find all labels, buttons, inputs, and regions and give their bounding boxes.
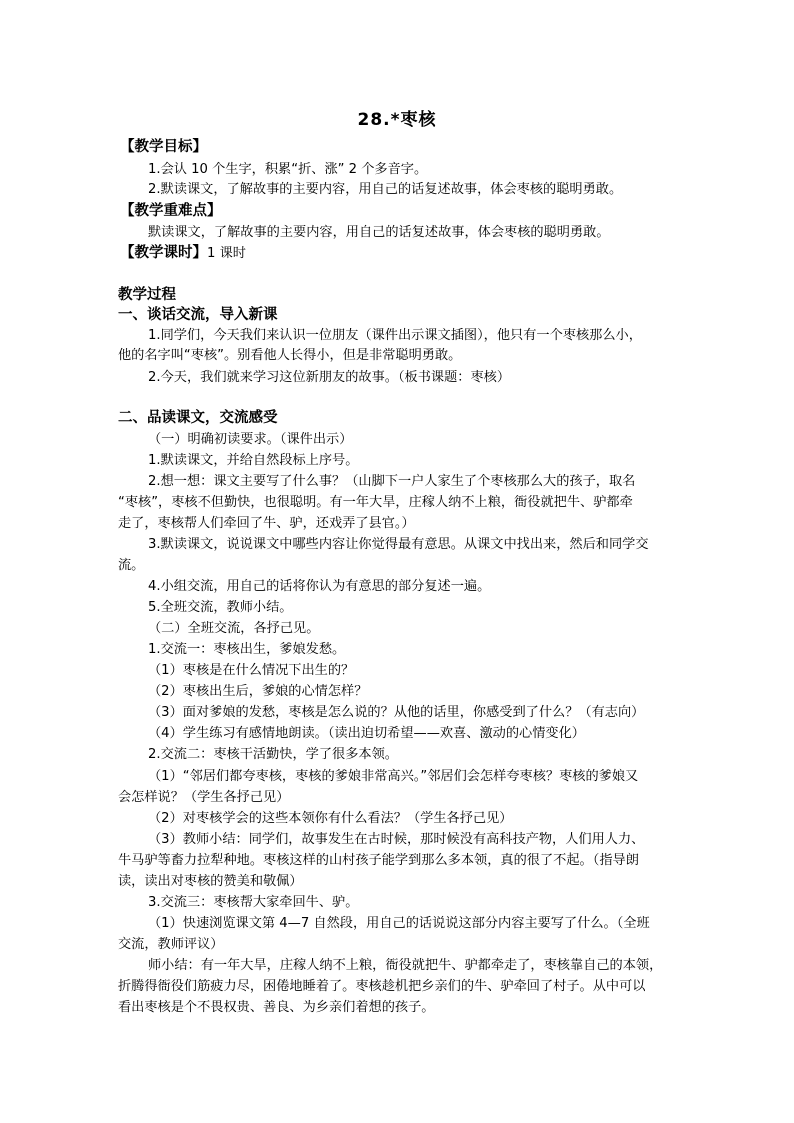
- part2-line: 读，读出对枣核的赞美和敬佩）: [118, 874, 303, 889]
- part2-line: （3）面对爹娘的发愁，枣核是怎么说的？从他的话里，你感受到了什么？（有志向）: [148, 705, 645, 720]
- part2-line: （二）全班交流，各抒己见。: [148, 621, 320, 636]
- part2-line: 交流，教师评议）: [118, 937, 224, 952]
- part2-line: 5.全班交流，教师小结。: [148, 600, 293, 615]
- key-points-text: 默读课文，了解故事的主要内容，用自己的话复述故事，体会枣核的聪明勇敢。: [148, 225, 610, 240]
- part1-line: 2.今天，我们就来学习这位新朋友的故事。（板书课题：枣核）: [148, 370, 511, 385]
- part2-line: 3.默读课文，说说课文中哪些内容让你觉得最有意思。从课文中找出来，然后和同学交: [148, 537, 649, 552]
- part2-line: （1）“邻居们都夸枣核，枣核的爹娘非常高兴。”邻居们会怎样夸枣核？枣核的爹娘又: [148, 769, 639, 784]
- part2-line: 1.默读课文，并给自然段标上序号。: [148, 453, 359, 468]
- periods-heading: 【教学课时】: [120, 245, 207, 261]
- part2-heading: 二、品读课文，交流感受: [118, 410, 278, 426]
- part2-line: 师小结：有一年大旱，庄稼人纳不上粮，衙役就把牛、驴都牵走了，枣核靠自己的本领，: [148, 958, 663, 973]
- part2-line: （2）对枣核学会的这些本领你有什么看法？（学生各抒己见）: [148, 811, 513, 826]
- part2-line: （2）枣核出生后，爹娘的心情怎样？: [148, 684, 368, 699]
- part2-line: 看出枣核是个不畏权贵、善良、为乡亲们着想的孩子。: [118, 1000, 435, 1015]
- part1-heading: 一、谈话交流，导入新课: [118, 307, 278, 323]
- lesson-title: 28.*枣核: [357, 110, 437, 130]
- part2-line: 折腾得衙役们筋疲力尽，困倦地睡着了。枣核趁机把乡亲们的牛、驴牵回了村子。从中可以: [118, 979, 646, 994]
- part2-line: （1）枣核是在什么情况下出生的？: [148, 663, 355, 678]
- part2-line: 2.想一想：课文主要写了什么事？（山脚下一户人家生了个枣核那么大的孩子，取名: [148, 474, 636, 489]
- part2-line: （1）快速浏览课文第 4—7 自然段，用自己的话说说这部分内容主要写了什么。（全班: [148, 916, 650, 931]
- part2-line: 牛马驴等畜力拉犁种地。枣核这样的山村孩子能学到那么多本领，真的很了不起。（指导朗: [118, 853, 639, 868]
- part2-line: 流。: [118, 558, 145, 573]
- part1-line: 1.同学们，今天我们来认识一位朋友（课件出示课文插图），他只有一个枣核那么小，: [148, 328, 642, 343]
- part2-line: 3.交流三：枣核帮大家牵回牛、驴。: [148, 895, 359, 910]
- part2-line: （4）学生练习有感情地朗读。（读出迫切希望——欢喜、激动的心情变化）: [148, 726, 585, 741]
- process-title: 教学过程: [118, 287, 176, 303]
- objectives-heading: 【教学目标】: [120, 139, 207, 155]
- part2-line: 会怎样说？（学生各抒己见）: [118, 790, 290, 805]
- periods-row: [120, 243, 246, 263]
- part2-line: （一）明确初读要求。（课件出示）: [148, 432, 353, 447]
- key-points-heading: 【教学重难点】: [120, 203, 222, 219]
- part2-line: （3）教师小结：同学们，故事发生在古时候，那时候没有高科技产物，人们用人力、: [148, 832, 645, 847]
- part2-line: 走了，枣核帮人们牵回了牛、驴，还戏弄了县官。）: [118, 516, 415, 531]
- part2-line: 2.交流二：枣核干活勤快，学了很多本领。: [148, 747, 398, 762]
- part2-line: 1.交流一：枣核出生，爹娘发愁。: [148, 642, 346, 657]
- objective-item-2: 2.默读课文，了解故事的主要内容，用自己的话复述故事，体会枣核的聪明勇敢。: [148, 182, 623, 197]
- part2-line: 4.小组交流，用自己的话将你认为有意思的部分复述一遍。: [148, 579, 491, 594]
- part2-line: “枣核”，枣核不但勤快，也很聪明。有一年大旱，庄稼人纳不上粮，衙役就把牛、驴都牵: [118, 495, 633, 510]
- objective-item-1: 1.会认 10 个生字，积累“折、涨” 2 个多音字。: [148, 162, 428, 177]
- part1-line: 他的名字叫“枣核”。别看他人长得小，但是非常聪明勇敢。: [118, 348, 462, 363]
- periods-value: 1 课时: [207, 246, 246, 261]
